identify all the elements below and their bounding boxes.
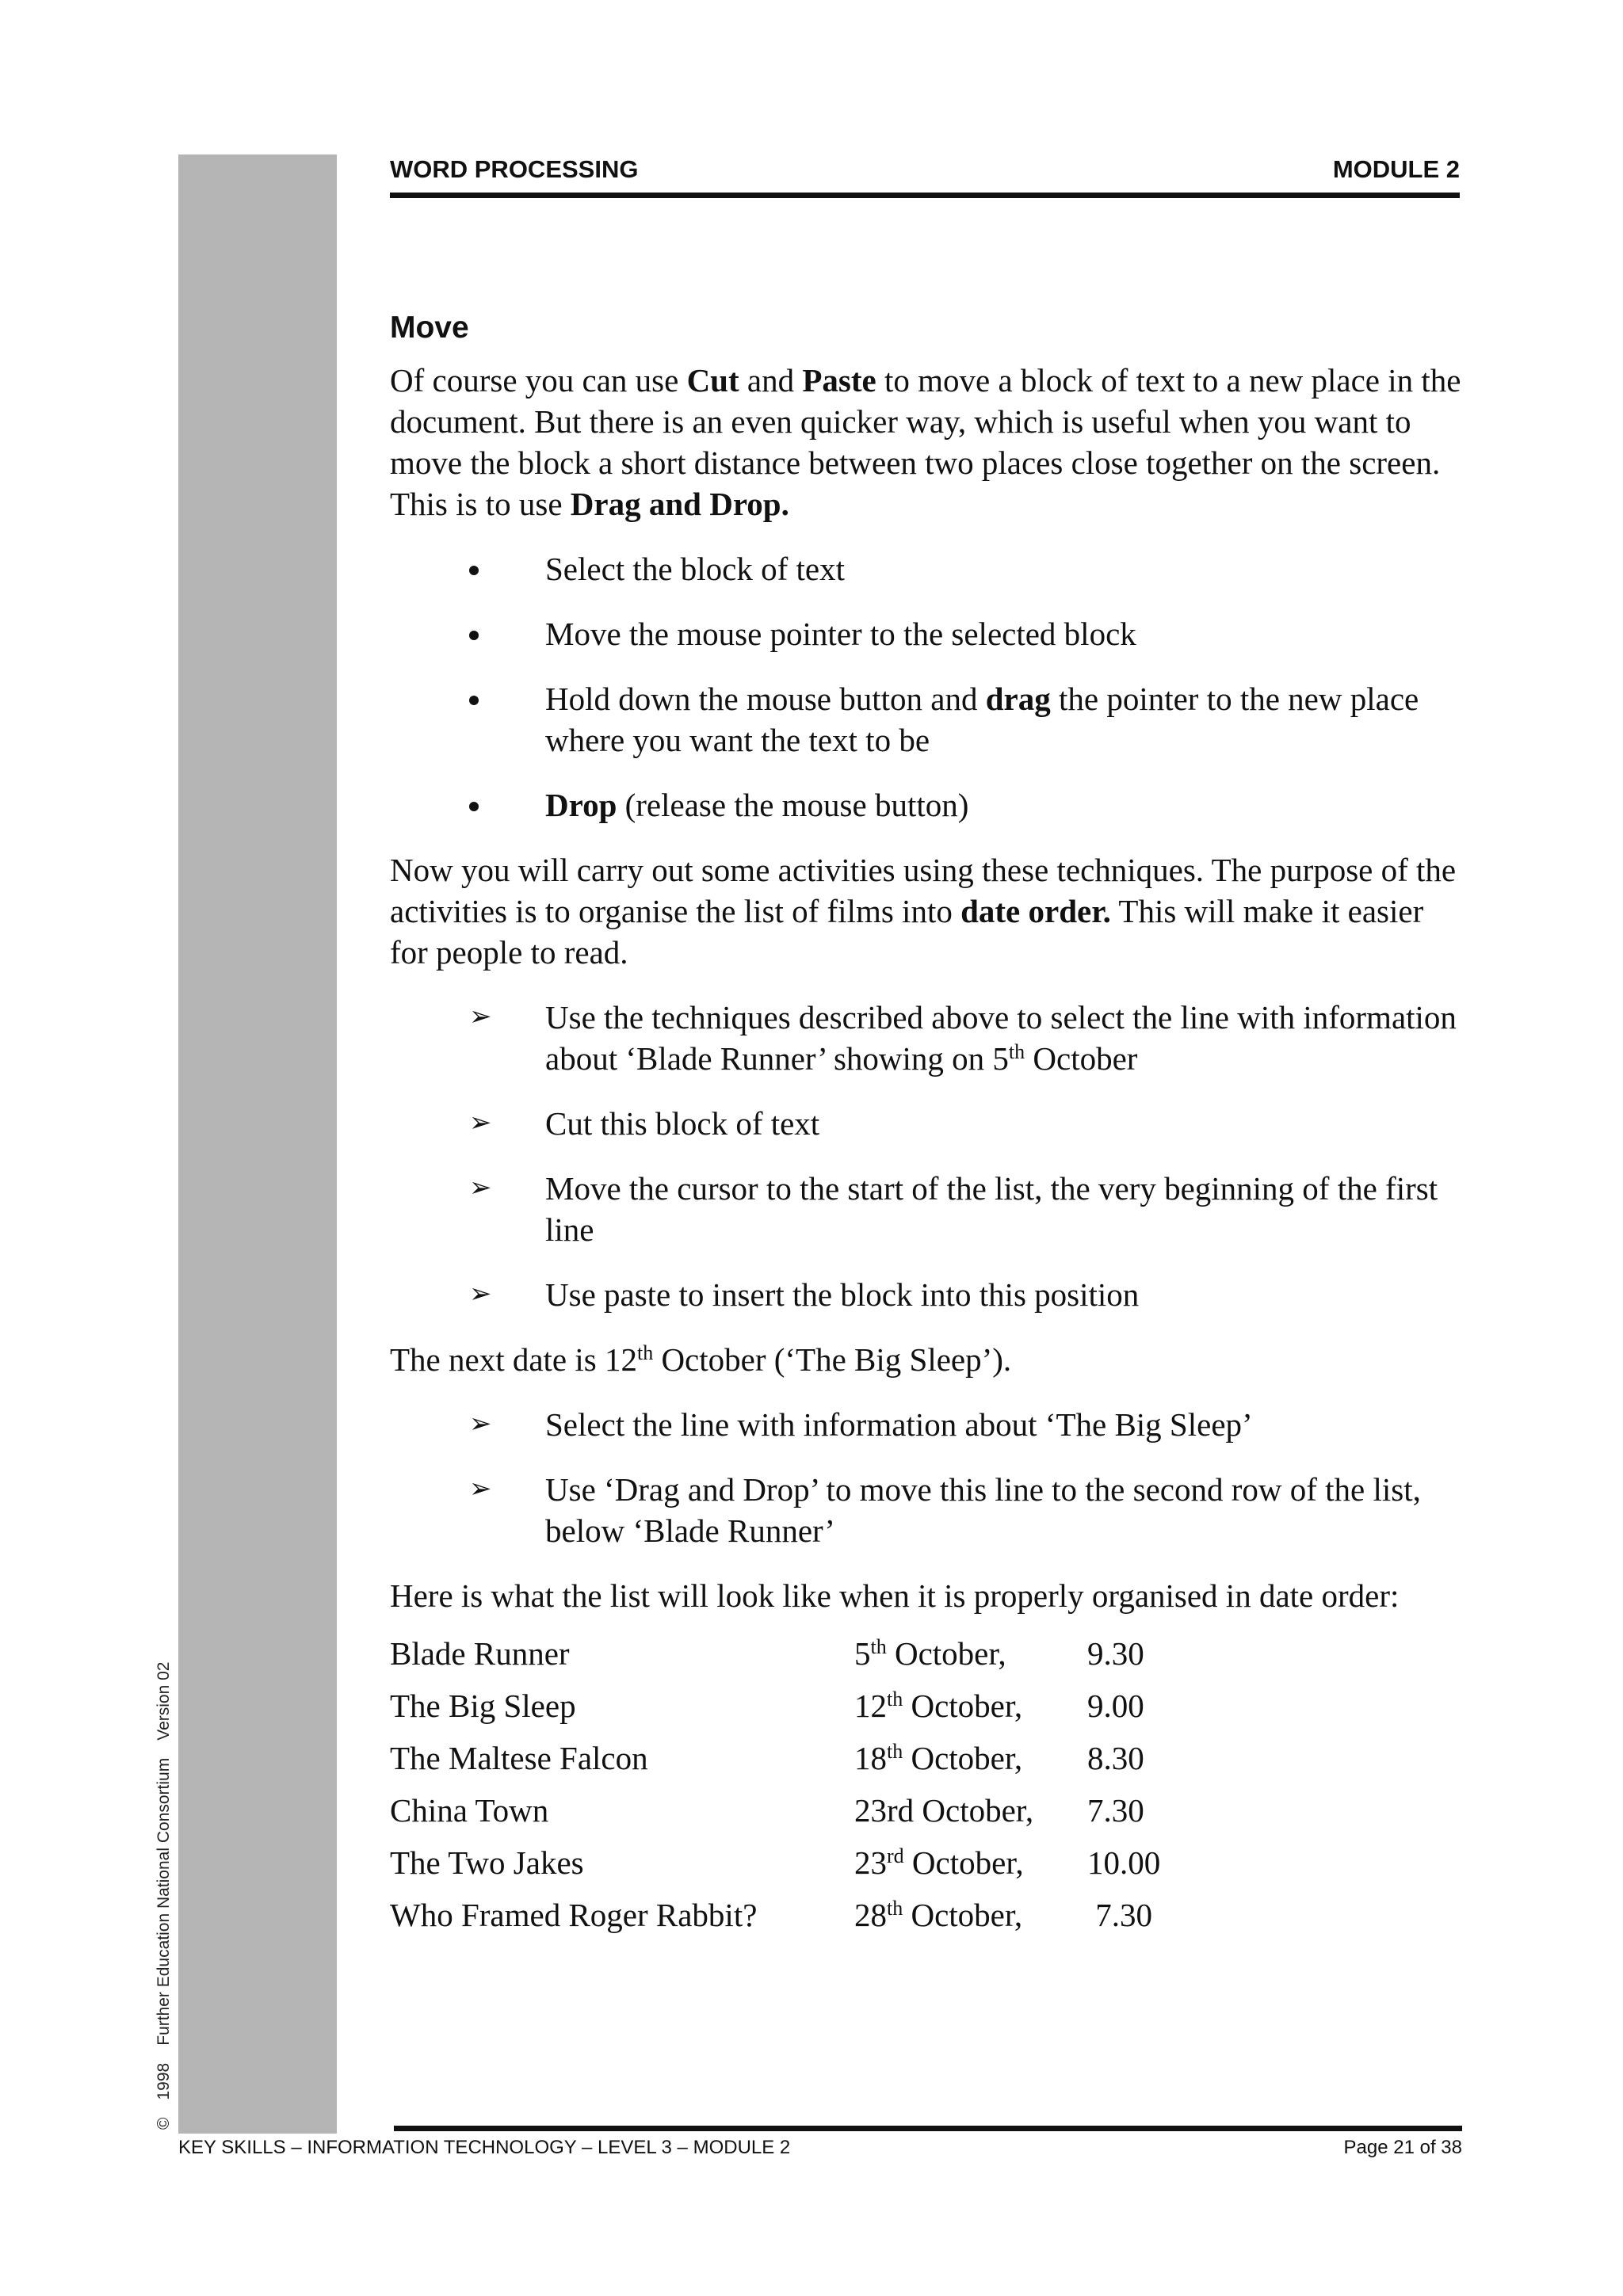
arrow-bullet-icon: ➢ — [469, 1409, 492, 1439]
intro-bold-cut: Cut — [686, 362, 739, 399]
page-content — [390, 307, 1468, 1941]
film-month: October, — [914, 1792, 1034, 1829]
list-item — [390, 997, 1468, 1079]
film-date — [854, 1894, 1087, 1936]
superscript: th — [887, 1688, 903, 1711]
film-date — [854, 1842, 1087, 1883]
film-list — [390, 1627, 1468, 1941]
activities-paragraph — [390, 849, 1468, 973]
footer-rule — [394, 2126, 1462, 2131]
copyright-year: 1998 — [155, 2062, 173, 2100]
copyright-version: Version 02 — [155, 1661, 173, 1741]
list-item — [390, 784, 1468, 826]
film-title: Who Framed Roger Rabbit? — [390, 1897, 758, 1933]
header-rule — [390, 193, 1460, 198]
film-day: 5 — [854, 1635, 871, 1672]
film-date — [854, 1790, 1087, 1831]
arrow-bullet-icon: ➢ — [469, 1474, 492, 1504]
arrow-bullet-icon: ➢ — [469, 1173, 492, 1203]
list-item — [390, 548, 1468, 589]
film-month: October, — [903, 1844, 1024, 1881]
bullet-bold: Drop — [545, 787, 617, 823]
film-day: 12 — [854, 1688, 887, 1724]
film-month: October, — [903, 1688, 1023, 1724]
copyright-side-text — [155, 1645, 174, 2130]
table-row — [390, 1680, 1468, 1732]
superscript: th — [1008, 1040, 1025, 1063]
para2-text-1: Now you will carry out some activities using these techniques. The purpose of the activities is to organise the list of films into — [390, 852, 1457, 929]
list-intro-paragraph: Here is what the list will look like when it is properly organised in date order: — [390, 1577, 1400, 1614]
list-item — [390, 1274, 1468, 1315]
table-row — [390, 1627, 1468, 1680]
list-item — [390, 1103, 1468, 1144]
film-month: October, — [903, 1740, 1023, 1776]
copyright-symbol: © — [155, 2117, 173, 2130]
film-month: October, — [886, 1635, 1006, 1672]
intro-text-1: Of course you can use — [390, 362, 687, 399]
para3-text-2: October (‘The Big Sleep’). — [653, 1341, 1012, 1378]
bullet-list — [390, 548, 1468, 826]
film-time: 9.30 — [1087, 1635, 1144, 1672]
film-day: 28 — [854, 1897, 887, 1933]
bullet-bold: drag — [985, 681, 1051, 717]
list-item — [390, 678, 1468, 761]
film-title: China Town — [390, 1792, 549, 1829]
film-time: 7.30 — [1087, 1792, 1144, 1829]
table-row — [390, 1784, 1468, 1836]
list-item — [390, 613, 1468, 654]
header-left: WORD PROCESSING — [390, 155, 639, 183]
film-title: The Two Jakes — [390, 1844, 584, 1881]
next-date-paragraph — [390, 1339, 1468, 1380]
arrow-list-2 — [390, 1404, 1468, 1551]
film-time: 8.30 — [1087, 1740, 1144, 1776]
list-item — [390, 1469, 1468, 1551]
arrow-text: Move the cursor to the start of the list, the very beginning of the first line — [545, 1170, 1438, 1248]
arrow-text: Cut this block of text — [545, 1105, 820, 1142]
page-footer — [178, 2137, 1462, 2159]
film-date — [854, 1737, 1087, 1779]
table-row — [390, 1889, 1468, 1941]
film-title: The Maltese Falcon — [390, 1740, 648, 1776]
list-item — [390, 1168, 1468, 1250]
bullet-text: Select the block of text — [545, 551, 845, 587]
film-day: 23rd — [854, 1792, 915, 1829]
grey-side-bar — [178, 154, 337, 2134]
intro-text-2: and — [739, 362, 803, 399]
arrow-text: Use paste to insert the block into this position — [545, 1276, 1140, 1313]
arrow-bullet-icon: ➢ — [469, 1280, 492, 1309]
film-time: 10.00 — [1087, 1844, 1161, 1881]
film-day: 23 — [854, 1844, 887, 1881]
film-title: The Big Sleep — [390, 1688, 576, 1724]
film-date — [854, 1633, 1087, 1674]
bullet-text: the pointer to the new place where you want the text to be — [545, 681, 1419, 758]
film-day: 18 — [854, 1740, 887, 1776]
superscript: th — [636, 1341, 654, 1364]
para3-text-1: The next date is 12 — [390, 1341, 637, 1378]
superscript: th — [870, 1635, 887, 1658]
intro-bold-drag-drop: Drag and Drop. — [570, 486, 789, 522]
superscript: rd — [887, 1844, 904, 1867]
arrow-bullet-icon: ➢ — [469, 1108, 492, 1138]
para2-text-2: This will make it easier for people to read. — [390, 893, 1424, 971]
list-item — [390, 1404, 1468, 1445]
header-right: MODULE 2 — [1332, 155, 1460, 183]
superscript: th — [887, 1897, 903, 1920]
bullet-text: Move the mouse pointer to the selected block — [545, 616, 1136, 652]
arrow-text: Select the line with information about ‘The Big Sleep’ — [545, 1406, 1253, 1443]
film-time: 7.30 — [1087, 1897, 1152, 1933]
film-month: October, — [903, 1897, 1023, 1933]
superscript: th — [887, 1740, 903, 1763]
intro-text-3: to move a block of text to a new place in the document. But there is an even quicker way, which is useful when you want to move the block a short distance between two places close together on the screen. This is to use — [390, 362, 1461, 522]
page-header — [390, 155, 1460, 184]
intro-bold-paste: Paste — [802, 362, 876, 399]
arrow-list-1 — [390, 997, 1468, 1315]
page-number: Page 21 of 38 — [1343, 2137, 1462, 2158]
table-row — [390, 1732, 1468, 1784]
copyright-org: Further Education National Consortium — [155, 1757, 173, 2046]
arrow-text: October — [1025, 1040, 1138, 1077]
section-title: Move — [390, 311, 469, 345]
intro-paragraph — [390, 360, 1468, 524]
bullet-text: Hold down the mouse button and — [545, 681, 986, 717]
arrow-bullet-icon: ➢ — [469, 1002, 492, 1032]
film-date — [854, 1685, 1087, 1726]
footer-left: KEY SKILLS – INFORMATION TECHNOLOGY – LEVEL 3 – MODULE 2 — [178, 2137, 791, 2158]
arrow-text: Use the techniques described above to select the line with information about ‘Blade Runner’ showing on 5 — [545, 999, 1457, 1077]
arrow-text: Use ‘Drag and Drop’ to move this line to the second row of the list, below ‘Blade Runner’ — [545, 1471, 1421, 1549]
film-title: Blade Runner — [390, 1635, 570, 1672]
para2-bold: date order. — [960, 893, 1111, 929]
table-row — [390, 1836, 1468, 1889]
bullet-text: (release the mouse button) — [617, 787, 969, 823]
film-time: 9.00 — [1087, 1688, 1144, 1724]
